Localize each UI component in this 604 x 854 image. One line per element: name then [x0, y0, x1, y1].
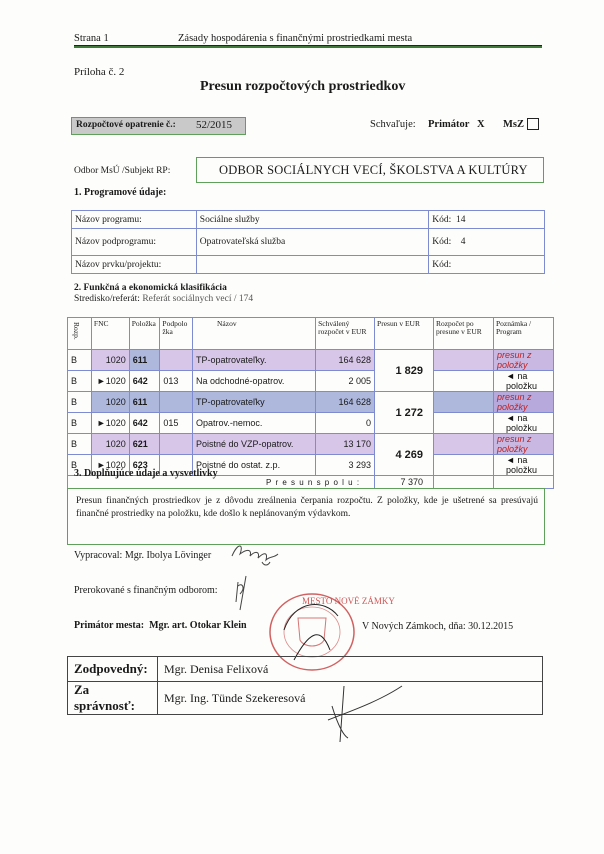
cell-pol: 611	[129, 392, 160, 413]
msz-label: MsZ	[503, 119, 524, 130]
center-line	[74, 294, 253, 304]
cell-pol: 642	[129, 413, 160, 434]
section2-title: 2. Funkčná a ekonomická klasifikácia	[74, 283, 227, 293]
cell-rozp: B	[68, 371, 92, 392]
cell-fnc: 1020	[91, 350, 129, 371]
program-value: Sociálne služby	[196, 211, 428, 229]
measure-number: 52/2015	[196, 119, 233, 131]
cell-podpol	[160, 350, 193, 371]
cell-nazov: Na odchodné-opatrov.	[193, 371, 316, 392]
col-approved: Schválený rozpočet v EUR	[316, 318, 375, 350]
correctness-label: Za správnosť:	[68, 682, 158, 715]
cell-fnc: 1020	[91, 392, 129, 413]
cell-note: ◄ na položku	[493, 413, 553, 434]
header-rule-green	[74, 46, 542, 48]
mayor-name: Mgr. art. Otokar Klein	[149, 620, 247, 631]
department-name: ODBOR SOCIÁLNYCH VECÍ, ŠKOLSTVA A KULTÚRY	[219, 163, 528, 177]
subprogram-value: Opatrovateľská služba	[196, 229, 428, 256]
col-nazov: Názov	[193, 318, 316, 350]
prepared-signature	[228, 538, 282, 568]
col-polozka: Položka	[129, 318, 160, 350]
cell-approved: 2 005	[316, 371, 375, 392]
table-row	[68, 413, 554, 434]
cell-approved: 164 628	[316, 350, 375, 371]
table-row	[68, 350, 554, 371]
cell-after	[433, 455, 493, 476]
department-label: Odbor MsÚ /Subjekt RP:	[74, 166, 171, 176]
cell-after	[433, 350, 493, 371]
prepared-name: Mgr. Ibolya Lövinger	[124, 550, 212, 561]
col-note: Poznámka / Program	[493, 318, 553, 350]
cell-nazov: Opatrov.-nemoc.	[193, 413, 316, 434]
annex-label: Príloha č. 2	[74, 66, 125, 78]
col-fnc: FNC	[91, 318, 129, 350]
cell-nazov: TP-opatrovateľky.	[193, 350, 316, 371]
cell-note: presun z položky	[493, 434, 553, 455]
responsible-row	[68, 657, 543, 682]
cell-nazov: Poistné do ostat. z.p.	[193, 455, 316, 476]
cell-transfer: 1 829	[375, 350, 434, 392]
responsible-table	[67, 656, 543, 715]
col-podpolozka: Podpolo žka	[160, 318, 193, 350]
cell-rozp: B	[68, 434, 92, 455]
cell-rozp: B	[68, 455, 92, 476]
cell-after	[433, 413, 493, 434]
cell-pol: 621	[129, 434, 160, 455]
table-row	[68, 371, 554, 392]
msz-checkbox[interactable]	[527, 118, 539, 130]
cell-rozp: B	[68, 350, 92, 371]
center-label: Stredisko/referát:	[74, 294, 140, 304]
measure-box	[71, 117, 246, 135]
table-row	[68, 392, 554, 413]
measure-label: Rozpočtové opatrenie č.:	[76, 120, 176, 130]
cell-approved: 0	[316, 413, 375, 434]
prepared-line	[74, 550, 211, 561]
prepared-label: Vypracoval:	[74, 550, 123, 561]
cell-note: ◄ na položku	[493, 371, 553, 392]
code-label: Kód:	[432, 237, 452, 247]
table-row	[68, 434, 554, 455]
stamp-text: MESTO NOVÉ ZÁMKY	[302, 596, 395, 606]
primator-mark: X	[477, 119, 485, 130]
cell-rozp: B	[68, 392, 92, 413]
mayor-line	[74, 620, 247, 631]
cell-pol: 623	[129, 455, 160, 476]
cell-pol: 611	[129, 350, 160, 371]
cell-fnc: ►1020	[91, 455, 129, 476]
primator-label: Primátor	[428, 119, 470, 130]
cell-podpol	[160, 434, 193, 455]
cell-after	[433, 434, 493, 455]
total-empty	[433, 476, 493, 489]
header-title: Zásady hospodárenia s finančnými prostriedkami mesta	[178, 33, 413, 44]
cell-podpol: 015	[160, 413, 193, 434]
notes-text: Presun finančných prostriedkov je z dôvodu zreálnenia čerpania rozpočtu. Z položky, kde je ušetrené sa presúvajú finančné prostriedky na položku, kde došlo k neplánovaným výdavkom.	[76, 496, 538, 519]
total-empty	[493, 476, 553, 489]
program-code	[429, 211, 545, 229]
cell-fnc: ►1020	[91, 371, 129, 392]
subprogram-row	[72, 229, 545, 256]
cell-transfer: 4 269	[375, 434, 434, 476]
col-rozp: Rozp.	[68, 318, 92, 350]
cell-fnc: 1020	[91, 434, 129, 455]
cell-nazov: TP-opatrovateľky	[193, 392, 316, 413]
col-transfer: Presun v EUR	[375, 318, 434, 350]
cell-after	[433, 392, 493, 413]
element-code	[429, 256, 545, 274]
center-value: Referát sociálnych vecí / 174	[142, 294, 254, 304]
correctness-name: Mgr. Ing. Tünde Szekeresová	[157, 682, 542, 715]
total-label: P r e s u n s p o l u :	[68, 476, 375, 489]
discussed-label: Prerokované s finančným odborom:	[74, 585, 218, 596]
cell-podpol: 013	[160, 371, 193, 392]
col-after: Rozpočet po presune v EUR	[433, 318, 493, 350]
department-box	[196, 157, 544, 183]
cell-nazov: Poistné do VZP-opatrov.	[193, 434, 316, 455]
responsible-label: Zodpovedný:	[68, 657, 158, 682]
code-label: Kód:	[432, 214, 452, 225]
cell-after	[433, 371, 493, 392]
mayor-label: Primátor mesta:	[74, 620, 145, 631]
classification-table	[67, 317, 554, 489]
cell-approved: 164 628	[316, 392, 375, 413]
code-value: 4	[460, 237, 466, 247]
cell-rozp: B	[68, 413, 92, 434]
code-label: Kód:	[432, 259, 452, 270]
total-value: 7 370	[375, 476, 434, 489]
approval-label: Schvaľuje:	[370, 119, 416, 130]
element-row	[72, 256, 545, 274]
document-title: Presun rozpočtových prostriedkov	[200, 79, 406, 94]
cell-transfer: 1 272	[375, 392, 434, 434]
cell-approved: 13 170	[316, 434, 375, 455]
element-value	[196, 256, 428, 274]
page-number: Strana 1	[74, 33, 109, 44]
notes-box	[67, 488, 545, 545]
responsible-name: Mgr. Denisa Felixová	[157, 657, 542, 682]
table-header	[68, 318, 554, 350]
cell-podpol	[160, 392, 193, 413]
code-value: 14	[455, 214, 466, 225]
program-table	[71, 210, 545, 274]
section1-title: 1. Programové údaje:	[74, 187, 167, 198]
place-date: V Nových Zámkoch, dňa: 30.12.2015	[362, 621, 514, 632]
cell-note: presun z položky	[493, 392, 553, 413]
cell-fnc: ►1020	[91, 413, 129, 434]
cell-note: presun z položky	[493, 350, 553, 371]
finance-signature	[226, 572, 262, 614]
section3-title: 3. Doplňujúce údaje a vysvetlivky	[74, 468, 218, 479]
cell-approved: 3 293	[316, 455, 375, 476]
subprogram-code	[429, 229, 545, 256]
element-label: Názov prvku/projektu:	[72, 256, 197, 274]
subprogram-label: Názov podprogramu:	[72, 229, 197, 256]
program-row	[72, 211, 545, 229]
cell-pol: 642	[129, 371, 160, 392]
cell-note: ◄ na položku	[493, 455, 553, 476]
correctness-signature	[318, 676, 408, 746]
correctness-row	[68, 682, 543, 715]
program-label: Názov programu:	[72, 211, 197, 229]
